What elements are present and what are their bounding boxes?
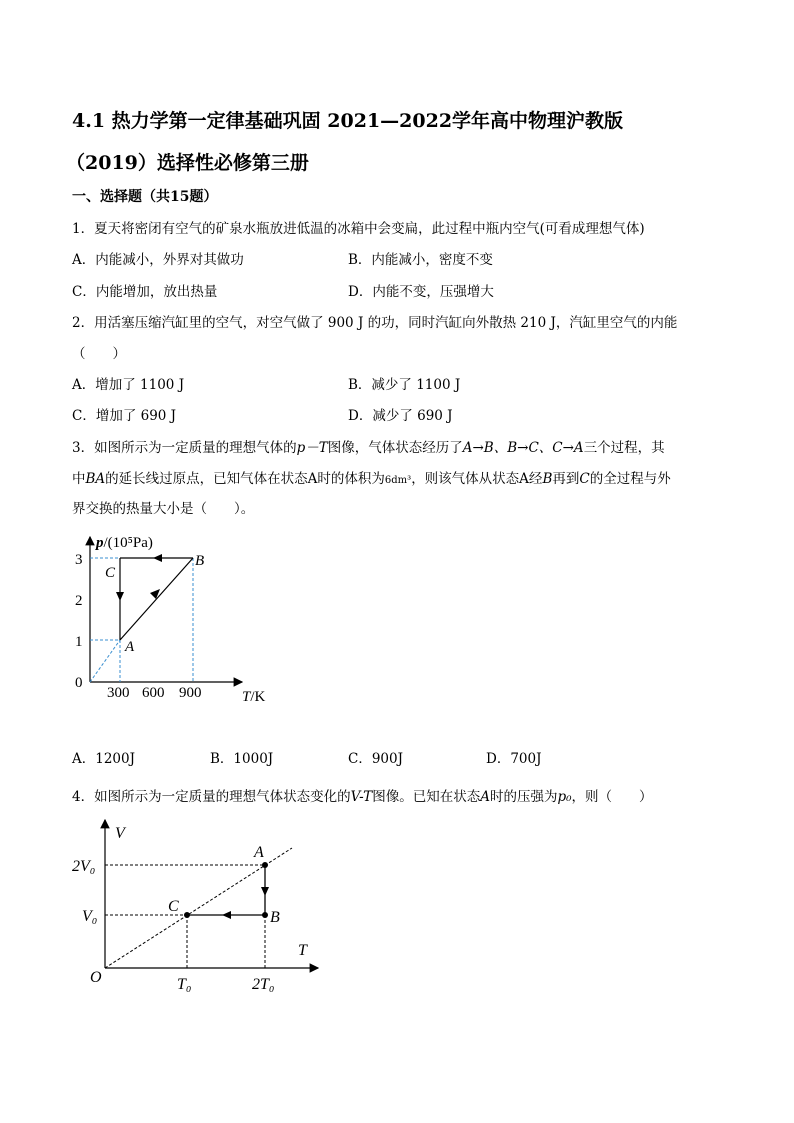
pt-ylabel (94, 535, 153, 551)
q1-stem: 1．夏天将密闭有空气的矿泉水瓶放进低温的冰箱中会变扁，此过程中瓶内空气(可看成理想气体) (72, 221, 645, 237)
q3-c-var: C (579, 471, 590, 487)
vt-point-c-dot (184, 912, 190, 918)
q1-option-d: D．内能不变，压强增大 (348, 284, 494, 300)
q3-line-1 (72, 436, 665, 456)
vt-graph (70, 815, 330, 1000)
vt-point-b: B (270, 909, 280, 926)
pt-xtick-600: 600 (142, 685, 165, 701)
pt-point-b: B (195, 553, 205, 569)
q4-text-d: ，则（ ） (571, 789, 653, 805)
q3-line-2 (72, 467, 671, 487)
q3-text-1c: 三个过程，其 (583, 440, 665, 456)
vt-xtick-t0: T₀ (177, 976, 192, 993)
pt-ytick-3: 3 (75, 552, 83, 568)
vt-ytick-2v0: 2V₀ (72, 858, 96, 875)
pt-xlabel-t: T (242, 689, 251, 705)
pt-ytick-1: 1 (75, 634, 83, 650)
pt-ylabel-unit: /(10⁵Pa) (103, 535, 153, 551)
pt-ytick-0: 0 (75, 675, 83, 691)
q4-a-var: A (480, 789, 490, 805)
pt-xtick-300: 300 (107, 685, 130, 701)
vt-point-a: A (254, 844, 264, 861)
q4-stem (72, 785, 653, 805)
pt-arrow-ca (116, 592, 124, 601)
q3-line-3: 界交换的热量大小是（ ）。 (72, 501, 255, 517)
vt-origin: O (90, 969, 102, 986)
pt-line-ab (120, 558, 193, 640)
pt-xlabel (242, 689, 266, 705)
q1-option-a: A．内能减小，外界对其做功 (72, 252, 244, 268)
q3-text-1a: 3．如图所示为一定质量的理想气体的 (72, 440, 297, 456)
q2-option-c: C．增加了 690 J (72, 408, 177, 424)
q3-text-2e: 的全过程与外 (589, 471, 671, 487)
q3-option-c: C．900J (348, 751, 404, 767)
vt-point-c: C (168, 898, 179, 915)
vt-point-a-dot (262, 862, 268, 868)
q4-text-c: 时的压强为 (489, 789, 558, 805)
q1-option-b: B．内能减小，密度不变 (348, 252, 493, 268)
pt-graph (70, 525, 280, 710)
section-heading: 一、选择题（共15题） (72, 189, 218, 205)
vt-arrow-bc (222, 911, 231, 919)
pt-xlabel-unit: /K (250, 689, 266, 705)
q3-text-2d: 再到 (552, 471, 580, 487)
title-line-1: 4.1 热力学第一定律基础巩固 2021—2022学年高中物理沪教版 (72, 110, 624, 132)
pt-point-c: C (105, 565, 116, 581)
q2-stem-1: 2．用活塞压缩汽缸里的空气，对空气做了 900 J 的功，同时汽缸向外散热 210 J，汽缸里空气的内能 (72, 315, 678, 331)
q2-option-a: A．增加了 1100 J (72, 377, 185, 393)
vt-ylabel: V (115, 825, 125, 842)
q4-text-b: 图像。已知在状态 (372, 789, 481, 805)
q3-volume: 6dm³ (384, 475, 412, 486)
q3-option-d: D．700J (486, 751, 542, 767)
q2-option-d: D．减少了 690 J (348, 408, 453, 424)
pt-extension-origin (90, 640, 120, 682)
vt-xlabel: T (298, 942, 307, 959)
pt-ylabel-p: p (96, 535, 104, 551)
q3-text-1b: 图像，气体状态经历了 (327, 440, 463, 456)
q3-text-2c: ，则该气体从状态A经 (411, 471, 543, 487)
vt-point-b-dot (262, 912, 268, 918)
q3-text-2b: 的延长线过原点，已知气体在状态A时的体积为 (105, 471, 385, 487)
q4-vt: V-T (350, 789, 373, 805)
title-line-2: （2019）选择性必修第三册 (66, 152, 309, 174)
q3-processes: A→B、B→C、C→A (462, 440, 584, 456)
vt-arrow-ab (261, 887, 269, 896)
vt-xtick-2t0: 2T₀ (252, 976, 275, 993)
q3-ba: BA (85, 471, 106, 487)
pt-arrow-bc (153, 554, 162, 562)
q4-text-a: 4．如图所示为一定质量的理想气体状态变化的 (72, 789, 351, 805)
q3-option-a: A．1200J (72, 751, 136, 767)
pt-ytick-2: 2 (75, 593, 83, 609)
pt-point-a: A (125, 639, 135, 655)
q2-stem-2: （ ） (72, 346, 126, 362)
pt-xtick-900: 900 (179, 685, 202, 701)
q3-pt: p－T (296, 440, 328, 456)
vt-ytick-v0: V₀ (82, 908, 98, 925)
q2-option-b: B．减少了 1100 J (348, 377, 461, 393)
q3-option-b: B．1000J (210, 751, 274, 767)
q3-b-var: B (542, 471, 553, 487)
q4-p0: p₀ (557, 789, 572, 805)
q1-option-c: C．内能增加，放出热量 (72, 284, 218, 300)
q3-text-2a: 中 (72, 471, 86, 487)
